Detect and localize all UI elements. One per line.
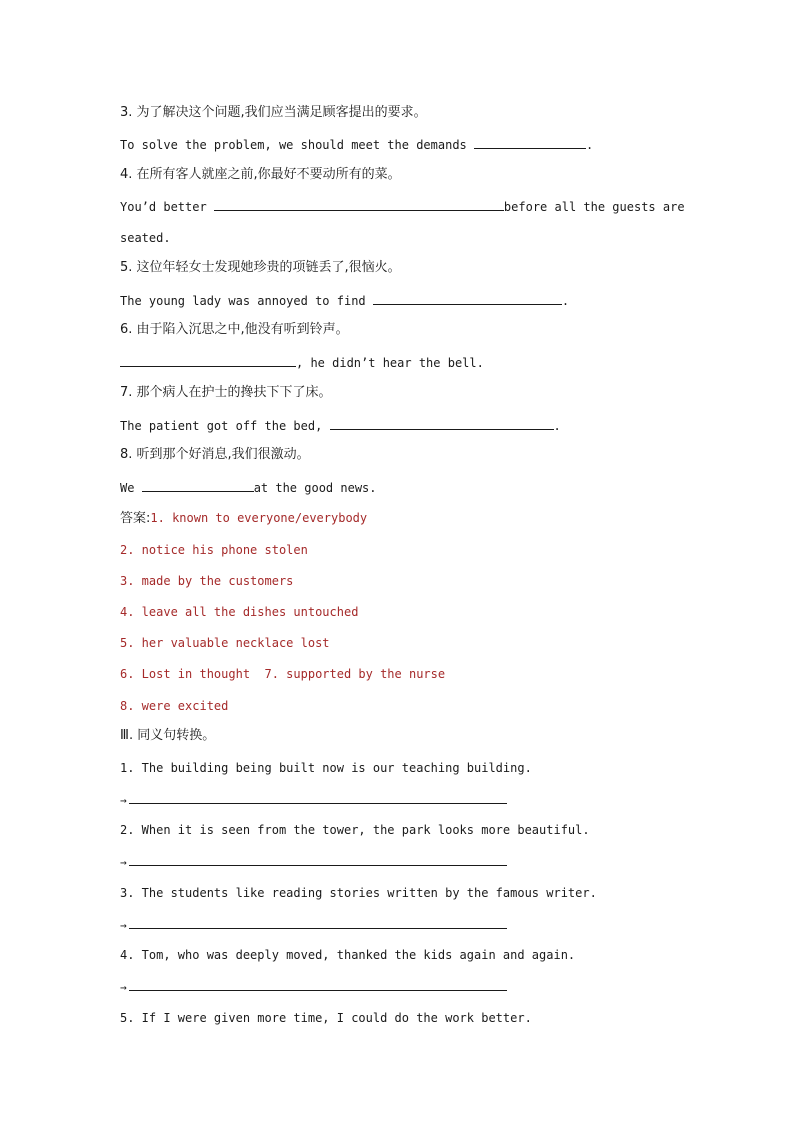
answer-blank-6[interactable] bbox=[120, 354, 296, 367]
arrow-icon: → bbox=[120, 856, 127, 869]
question-4-end: before all the guests are bbox=[503, 200, 685, 214]
question-7-end: . bbox=[553, 419, 561, 433]
answers-label: 答案: bbox=[120, 511, 151, 526]
answer-4: 4. leave all the dishes untouched bbox=[120, 605, 359, 619]
rewrite-answer-line-1[interactable] bbox=[120, 791, 507, 809]
rewrite-item-4: 4. Tom, who was deeply moved, thanked the kids again and again. bbox=[120, 948, 576, 962]
arrow-icon: → bbox=[120, 981, 127, 994]
question-8-chinese: 8. 听到那个好消息,我们很激动。 bbox=[120, 447, 310, 462]
arrow-icon: → bbox=[120, 919, 127, 932]
answer-2: 2. notice his phone stolen bbox=[120, 543, 308, 557]
rewrite-item-3: 3. The students like reading stories written by the famous writer. bbox=[120, 886, 597, 900]
question-8-text: We bbox=[120, 481, 142, 495]
answer-underline[interactable] bbox=[129, 916, 507, 929]
question-6-english bbox=[120, 354, 484, 371]
answer-underline[interactable] bbox=[129, 853, 507, 866]
answer-underline[interactable] bbox=[129, 791, 507, 804]
answers-line-1 bbox=[120, 510, 367, 527]
question-4-text: You’d better bbox=[120, 200, 214, 214]
answer-blank-3[interactable] bbox=[474, 136, 586, 149]
answer-blank-4[interactable] bbox=[214, 198, 504, 211]
answer-5: 5. her valuable necklace lost bbox=[120, 636, 330, 650]
question-8-end: at the good news. bbox=[253, 481, 377, 495]
answer-blank-7[interactable] bbox=[330, 417, 554, 430]
rewrite-item-1: 1. The building being built now is our teaching building. bbox=[120, 761, 532, 775]
question-4-continuation: seated. bbox=[120, 231, 171, 245]
section-3-title: Ⅲ. 同义句转换。 bbox=[120, 728, 216, 743]
answer-6-7: 6. Lost in thought 7. supported by the nurse bbox=[120, 667, 446, 681]
question-8-english bbox=[120, 479, 377, 496]
answer-blank-8[interactable] bbox=[142, 479, 254, 492]
answer-8: 8. were excited bbox=[120, 699, 229, 713]
question-6-end: , he didn’t hear the bell. bbox=[296, 356, 484, 370]
answer-3: 3. made by the customers bbox=[120, 574, 294, 588]
rewrite-item-5: 5. If I were given more time, I could do the work better. bbox=[120, 1011, 532, 1025]
question-5-english bbox=[120, 292, 569, 309]
question-5-end: . bbox=[561, 294, 570, 308]
rewrite-answer-line-3[interactable] bbox=[120, 916, 507, 934]
answer-1: 1. known to everyone/everybody bbox=[150, 511, 368, 525]
question-7-chinese: 7. 那个病人在护士的搀扶下下了床。 bbox=[120, 385, 332, 400]
question-4-chinese: 4. 在所有客人就座之前,你最好不要动所有的菜。 bbox=[120, 167, 401, 182]
question-3-text: To solve the problem, we should meet the demands bbox=[120, 138, 475, 152]
question-3-english bbox=[120, 136, 593, 153]
question-5-chinese: 5. 这位年轻女士发现她珍贵的项链丢了,很恼火。 bbox=[120, 260, 401, 275]
question-3-chinese: 3. 为了解决这个问题,我们应当满足顾客提出的要求。 bbox=[120, 105, 427, 120]
question-5-text: The young lady was annoyed to find bbox=[120, 294, 373, 308]
question-3-end: . bbox=[586, 138, 594, 152]
rewrite-answer-line-2[interactable] bbox=[120, 853, 507, 871]
question-6-chinese: 6. 由于陷入沉思之中,他没有听到铃声。 bbox=[120, 322, 349, 337]
rewrite-answer-line-4[interactable] bbox=[120, 978, 507, 996]
question-7-text: The patient got off the bed, bbox=[120, 419, 330, 433]
rewrite-item-2: 2. When it is seen from the tower, the park looks more beautiful. bbox=[120, 823, 590, 837]
answer-underline[interactable] bbox=[129, 978, 507, 991]
question-7-english bbox=[120, 417, 561, 434]
answer-blank-5[interactable] bbox=[373, 292, 562, 305]
arrow-icon: → bbox=[120, 794, 127, 807]
question-4-english bbox=[120, 198, 685, 215]
